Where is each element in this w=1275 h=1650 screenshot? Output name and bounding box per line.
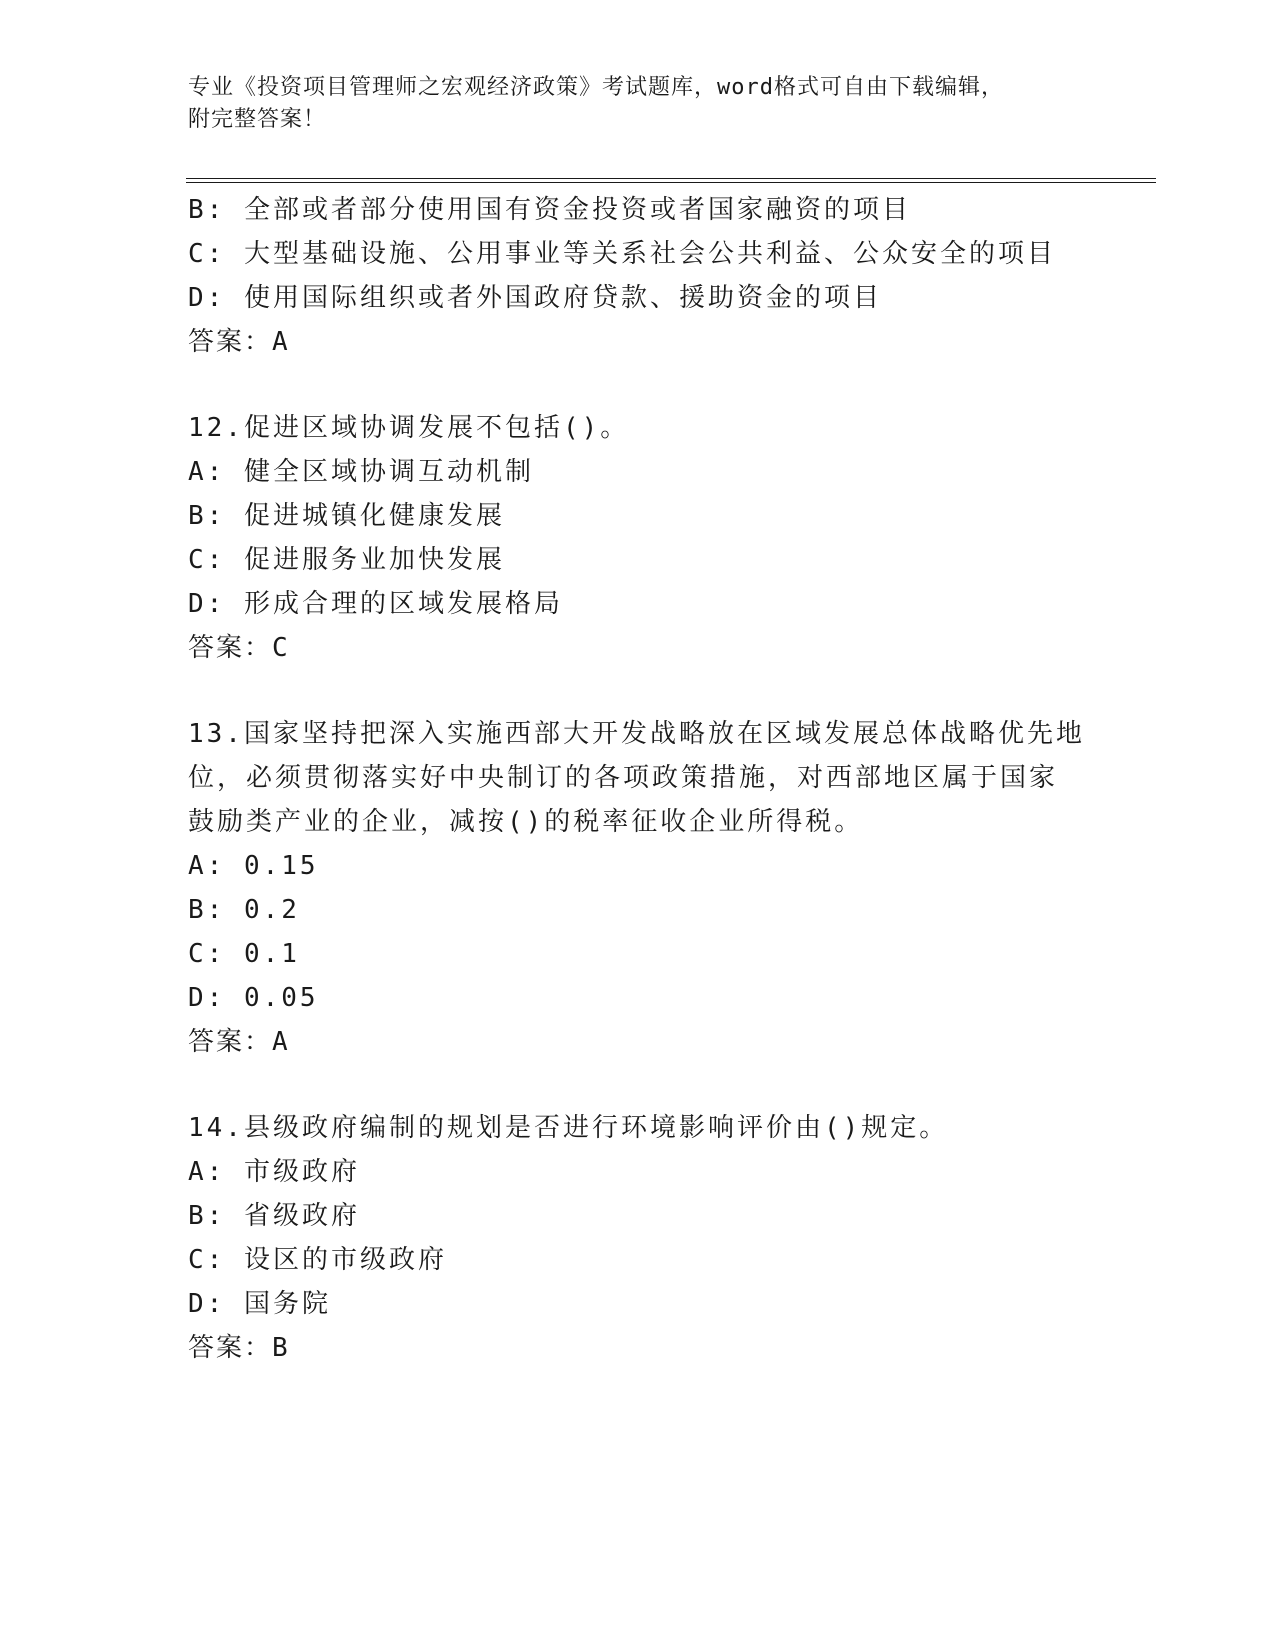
q14-option-a: A: 市级政府 <box>188 1157 360 1187</box>
q13-stem-line-1: 13.国家坚持把深入实施西部大开发战略放在区域发展总体战略优先地 <box>188 719 1085 749</box>
header-line-2: 附完整答案！ <box>188 107 327 132</box>
q13-option-d: D: 0.05 <box>188 983 319 1013</box>
q13-option-b: B: 0.2 <box>188 895 300 925</box>
q14-option-d: D: 国务院 <box>188 1289 331 1319</box>
q12-stem: 12.促进区域协调发展不包括()。 <box>188 413 630 443</box>
q12-option-a: A: 健全区域协调互动机制 <box>188 457 534 487</box>
q12-option-b: B: 促进城镇化健康发展 <box>188 501 505 531</box>
q13-option-a: A: 0.15 <box>188 851 319 881</box>
q12-answer: 答案：C <box>188 633 290 663</box>
q12-option-c: C: 促进服务业加快发展 <box>188 545 505 575</box>
q13-option-c: C: 0.1 <box>188 939 300 969</box>
q13-stem-line-2: 位，必须贯彻落实好中央制订的各项政策措施，对西部地区属于国家 <box>188 763 1059 793</box>
q13-stem-line-3: 鼓励类产业的企业，减按()的税率征收企业所得税。 <box>188 807 864 837</box>
header-line-1: 专业《投资项目管理师之宏观经济政策》考试题库，word格式可自由下载编辑， <box>188 75 1004 100</box>
q14-answer: 答案：B <box>188 1333 290 1363</box>
q14-option-b: B: 省级政府 <box>188 1201 360 1231</box>
document-header <box>188 72 1088 136</box>
header-divider-top <box>186 178 1156 179</box>
q13-answer: 答案：A <box>188 1027 290 1057</box>
q11-option-d: D: 使用国际组织或者外国政府贷款、援助资金的项目 <box>188 283 882 313</box>
q11-option-b: B: 全部或者部分使用国有资金投资或者国家融资的项目 <box>188 195 911 225</box>
q12-option-d: D: 形成合理的区域发展格局 <box>188 589 563 619</box>
header-divider-bottom <box>186 182 1156 183</box>
q14-stem: 14.县级政府编制的规划是否进行环境影响评价由()规定。 <box>188 1113 949 1143</box>
q14-option-c: C: 设区的市级政府 <box>188 1245 447 1275</box>
q11-option-c: C: 大型基础设施、公用事业等关系社会公共利益、公众安全的项目 <box>188 239 1056 269</box>
q11-answer: 答案：A <box>188 327 290 357</box>
